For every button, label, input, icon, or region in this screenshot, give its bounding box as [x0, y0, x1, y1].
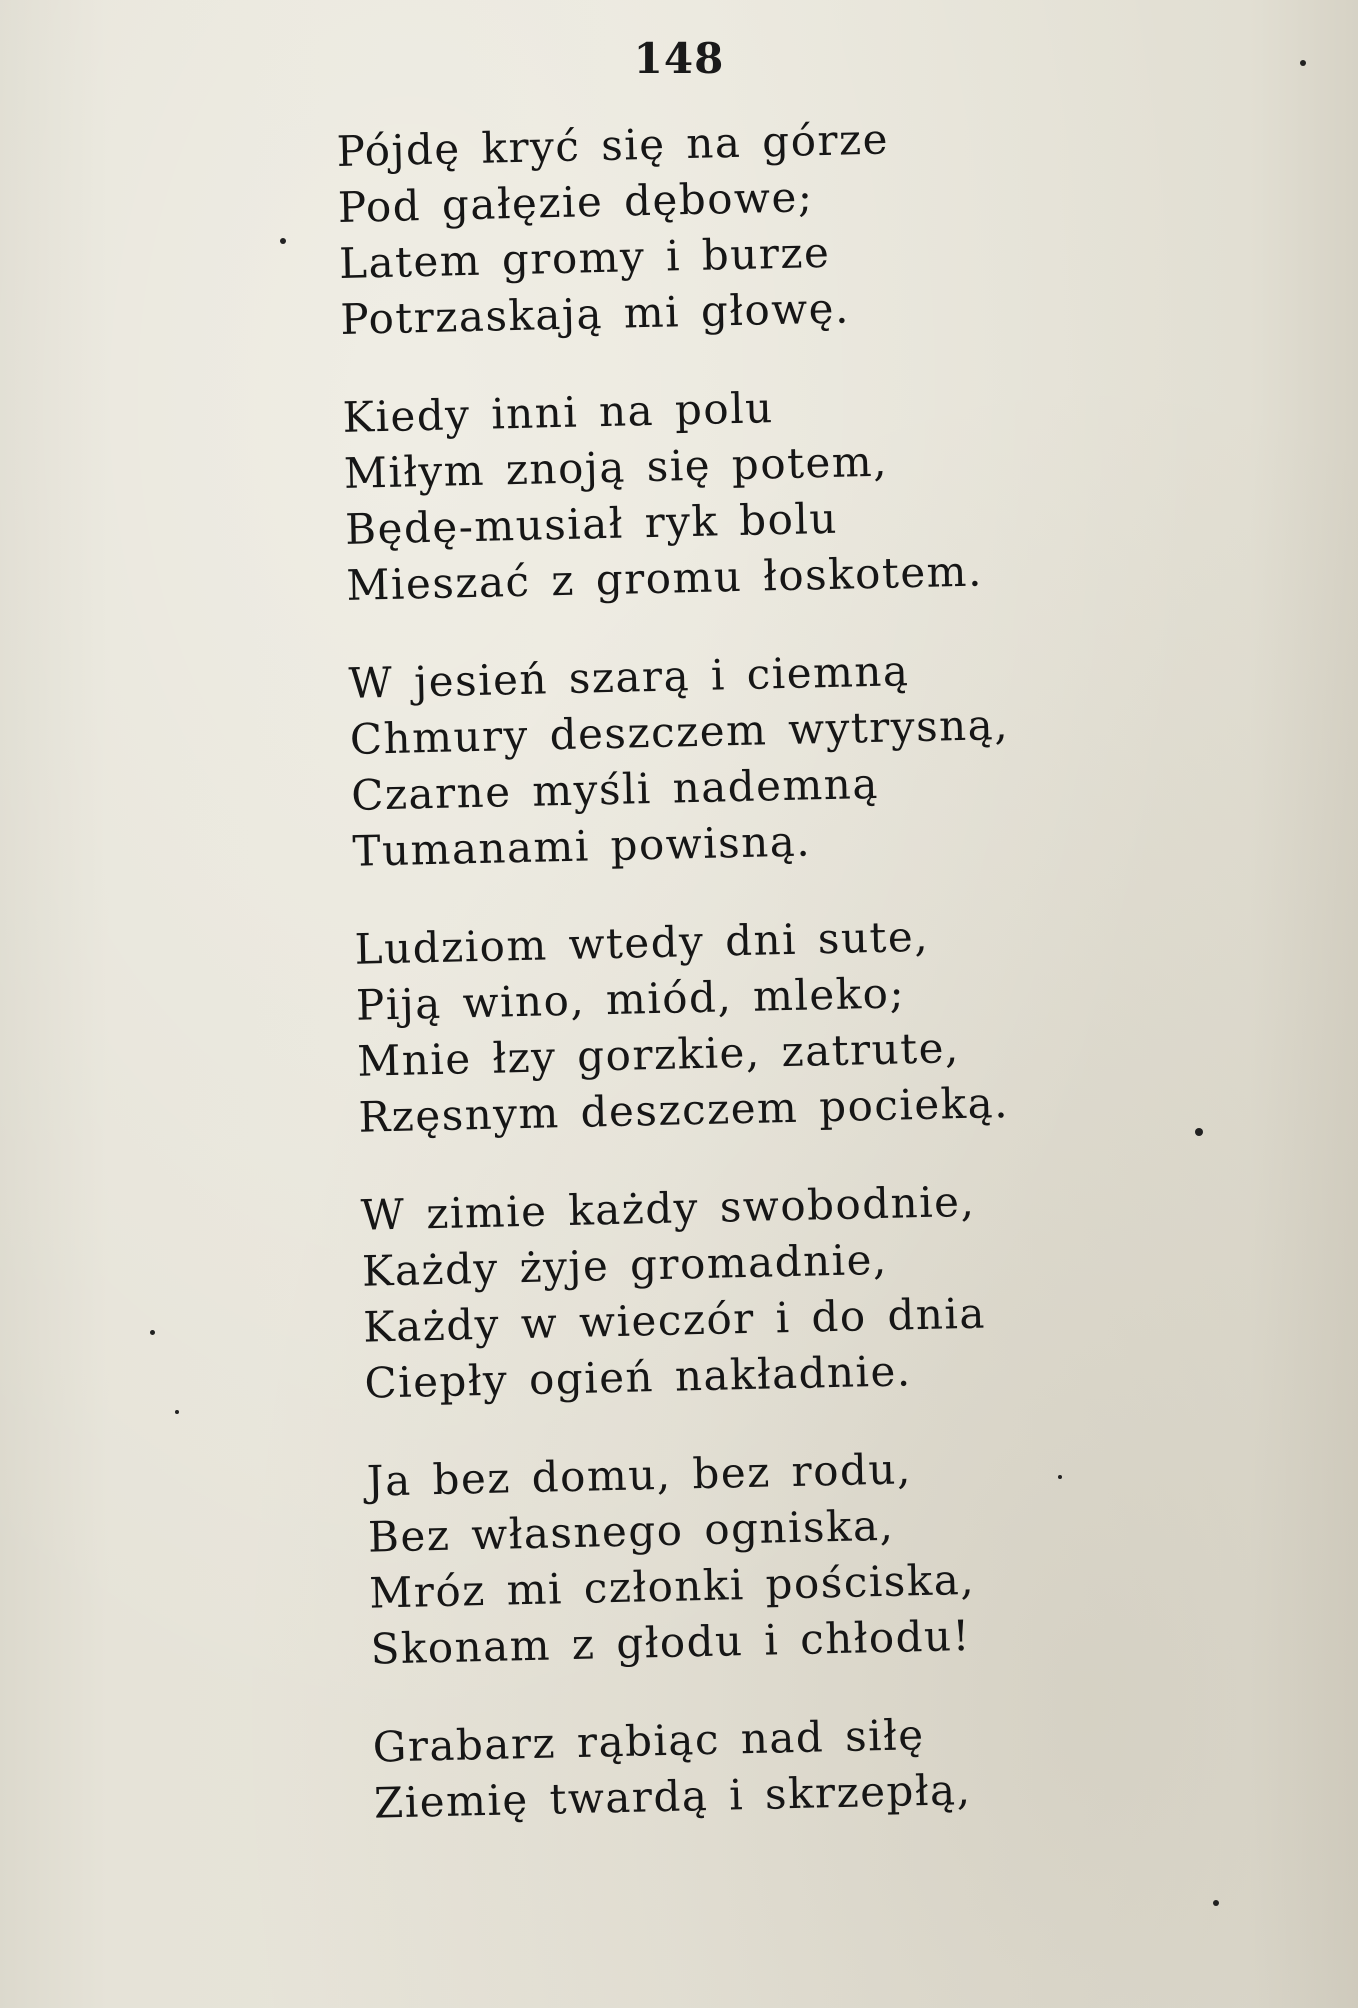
stanza-3: [348, 639, 1113, 880]
verse-line: Mieszać z gromu łoskotem.: [345, 546, 984, 610]
verse-line: Każdy w wieczór i do dnia: [362, 1288, 987, 1352]
verse-line: Czarne myśli nademną: [350, 758, 880, 820]
ink-speck: [1300, 60, 1306, 66]
verse-line: Ja bez domu, bez rodu,: [366, 1444, 913, 1506]
stanza-7: [372, 1702, 1134, 1831]
stanza-5: [360, 1170, 1125, 1411]
ink-speck: [1058, 1475, 1062, 1479]
verse-line: Ciepły ogień nakładnie.: [364, 1346, 913, 1408]
ink-speck: [1195, 1128, 1203, 1136]
verse-line: Mnie łzy gorzkie, zatrute,: [356, 1023, 961, 1086]
verse-line: Pójdę kryć się na górze: [336, 114, 890, 176]
stanza-2: [342, 373, 1107, 614]
verse-line: Rzęsnym deszczem pocieką.: [357, 1077, 1010, 1142]
ink-speck: [150, 1330, 155, 1335]
verse-line: Skonam z głodu i chłodu!: [370, 1610, 972, 1674]
verse-line: Potrzaskają mi głowę.: [339, 283, 851, 344]
verse-line: Piją wino, miód, mleko;: [355, 968, 906, 1030]
stanza-6: [366, 1436, 1131, 1677]
verse-line: Miłym znoją się potem,: [343, 436, 889, 498]
verse-line: Bez własnego ogniska,: [367, 1500, 895, 1562]
verse-line: W zimie każdy swobodnie,: [360, 1176, 976, 1240]
page-number: 148: [633, 34, 725, 83]
ink-speck: [1213, 1900, 1219, 1906]
ink-speck: [280, 238, 286, 244]
poem-body: [336, 107, 1136, 1874]
verse-line: Będę-musiał ryk bolu: [344, 493, 839, 554]
verse-line: Mróz mi członki pościska,: [368, 1554, 976, 1618]
verse-line: Grabarz rąbiąc nad siłę: [372, 1710, 926, 1772]
verse-line: Chmury deszczem wytrysną,: [349, 699, 1010, 764]
verse-line: Tumanami powisną.: [351, 816, 812, 876]
stanza-4: [354, 905, 1119, 1146]
verse-line: Pod gałęzie dębowe;: [337, 172, 814, 232]
verse-line: Latem gromy i burze: [338, 227, 831, 288]
ink-speck: [175, 1410, 179, 1414]
verse-line: W jesień szarą i ciemną: [348, 646, 910, 708]
verse-line: Każdy żyje gromadnie,: [361, 1234, 889, 1296]
stanza-1: [336, 107, 1101, 348]
verse-line: Ludziom wtedy dni sute,: [354, 911, 930, 974]
verse-line: Ziemię twardą i skrzepłą,: [373, 1765, 972, 1828]
verse-line: Kiedy inni na polu: [342, 383, 775, 442]
